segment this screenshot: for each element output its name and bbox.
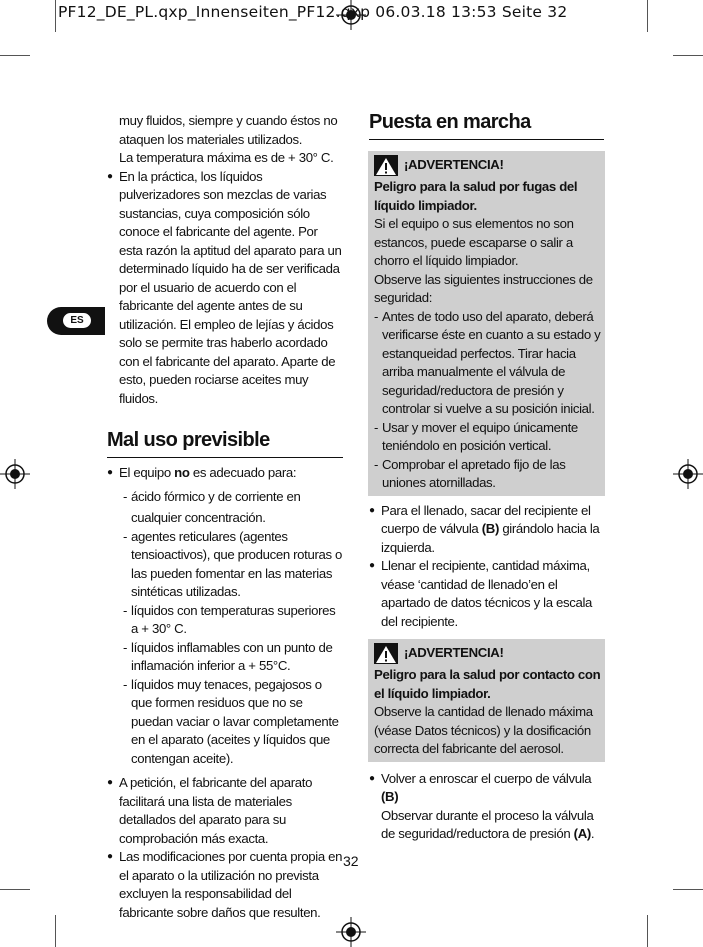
language-tab-label: ES <box>63 313 91 328</box>
list-item: ● Volver a enroscar el cuerpo de válvula (B) Observar durante el proceso la válvula de seguridad/reductora de presión (A). <box>369 770 604 844</box>
page-number: 32 <box>343 853 359 869</box>
dash-item: - líquidos muy tenaces, pegajosos o que formen residuos que no se puedan vaciar o lavar completamente en el aparato (aceites y líquidos que contengan aceite). <box>123 676 343 769</box>
crop-mark <box>673 55 703 56</box>
warning-text: Si el equipo o sus elementos no son estancos, puede escaparse o salir a chorro el líquido limpiador. <box>374 216 574 268</box>
continued-text: muy fluidos, siempre y cuando éstos no ataquen los materiales utilizados. <box>119 113 338 147</box>
warning-box <box>368 639 605 762</box>
list-item: ● En la práctica, los líquidos pulverizadores son mezclas de varias sustancias, cuya composición sólo conoce el fabricante del agente. Por esta razón la aptitud del aparato para un determinado líquido ha de ser verificada por el usuario de acuerdo con el fabricante del agente antes de su utilización. El empleo de lejías y ácidos solo se permite tras haberlo acordado con el fabricante del aparato. Aparte de esto, pueden rociarse aceites muy fluidos. <box>107 168 343 409</box>
dash-item: - Comprobar el apretado fijo de las uniones atornilladas. <box>374 456 601 493</box>
dash-item: - ácido fórmico y de corriente en cualquier concentración. <box>123 486 343 528</box>
crop-mark <box>55 0 56 32</box>
dash-item: - líquidos inflamables con un punto de inflamación inferior a + 55°C. <box>123 639 343 676</box>
dash-item: - líquidos con temperaturas superiores a + 30° C. <box>123 602 343 639</box>
crop-mark <box>647 0 648 32</box>
dash-item: - Usar y mover el equipo únicamente teniéndolo en posición vertical. <box>374 419 601 456</box>
dash-list <box>107 486 343 769</box>
list-item: ● A petición, el fabricante del aparato facilitará una lista de materiales detallados del aparato para su comprobación más exacta. <box>107 774 343 848</box>
warning-subtitle: Peligro para la salud por contacto con el líquido limpiador. <box>374 667 601 701</box>
warning-box <box>368 151 605 496</box>
crop-mark <box>647 915 648 947</box>
warning-triangle-icon <box>374 643 398 664</box>
list-item: ● Para el llenado, sacar del recipiente el cuerpo de válvula (B) girándolo hacia la izquierda. <box>369 502 604 558</box>
list-item: ● El equipo no es adecuado para: <box>107 464 343 483</box>
dash-item: - agentes reticulares (agentes tensioactivos), que producen roturas o las pueden fomentar en las materias sintéticas utilizadas. <box>123 528 343 602</box>
warning-title: ¡ADVERTENCIA! <box>404 157 504 173</box>
warning-triangle-icon <box>374 155 398 176</box>
crop-mark <box>0 55 30 56</box>
list-item: ● Las modificaciones por cuenta propia en el aparato o la utilización no prevista excluyen la responsabilidad del fabricante sobre daños que resulten. <box>107 848 343 922</box>
print-slug-header: PF12_DE_PL.qxp_Innenseiten_PF12.qxp 06.03.18 13:53 Seite 32 <box>58 3 568 21</box>
section-heading-start-up: Puesta en marcha <box>369 110 604 140</box>
registration-mark-icon <box>673 459 703 489</box>
crop-mark <box>55 915 56 947</box>
warning-title: ¡ADVERTENCIA! <box>404 645 504 661</box>
list-item: ● Llenar el recipiente, cantidad máxima, véase ‘cantidad de llenado’en el apartado de datos técnicos y la escala del recipiente. <box>369 557 604 631</box>
language-tab <box>47 307 105 335</box>
crop-mark <box>673 889 703 890</box>
registration-mark-icon <box>0 459 30 489</box>
dash-item: - Antes de todo uso del aparato, deberá verificarse éste en cuanto a su estado y estanqueidad perfectos. Tirar hacia arriba manualmente el válvula de seguridad/reductora de presión y controlar si vuelve a su posición inicial. <box>374 308 601 419</box>
max-temperature-text: La temperatura máxima es de + 30° C. <box>119 150 334 165</box>
left-column <box>107 112 343 922</box>
section-heading-misuse: Mal uso previsible <box>107 428 343 458</box>
warning-text: Observe las siguientes instrucciones de seguridad: <box>374 271 593 305</box>
crop-mark <box>0 889 30 890</box>
right-column <box>369 110 604 844</box>
warning-subtitle: Peligro para la salud por fugas del líquido limpiador. <box>374 179 578 213</box>
warning-text: Observe la cantidad de llenado máxima (véase Datos técnicos) y la dosificación correcta del fabricante del aerosol. <box>374 704 593 756</box>
